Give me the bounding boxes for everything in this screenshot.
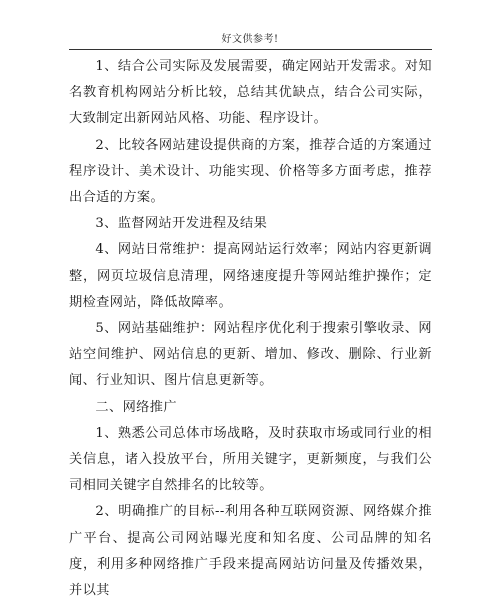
paragraph-promotion-goal: 2、明确推广的目标--利用各种互联网资源、网络媒介推广平台、提高公司网站曝光度和知名度、公司品牌的知名度，利用多种网络推广手段来提高网站访问量及传播效果，并以其: [69, 504, 432, 599]
document-body: [69, 54, 432, 604]
header-divider: [69, 49, 432, 50]
section-heading-network-promotion: 二、网络推广: [95, 399, 177, 415]
page-header: 好文供参考!: [221, 34, 279, 45]
paragraph-vendor-comparison: 2、比较各网站建设提供商的方案，推荐合适的方案通过程序设计、美术设计、功能实现、价格等多方面考虑，推荐出合适的方案。: [69, 137, 432, 206]
paragraph-daily-maintenance: 4、网站日常维护：提高网站运行效率；网站内容更新调整，网页垃圾信息清理，网络速度提升等网站维护操作；定期检查网站，降低故障率。: [69, 242, 432, 310]
paragraph-supervise-development: 3、监督网站开发进程及结果: [95, 216, 268, 232]
paragraph-market-strategy: 1、熟悉公司总体市场战略，及时获取市场或同行业的相关信息，诸入投放平台，所用关键字，更新频度，与我们公司相同关键字自然排名的比较等。: [69, 425, 432, 494]
paragraph-requirements: 1、结合公司实际及发展需要，确定网站开发需求。对知名教育机构网站分析比较，总结其优缺点，结合公司实际，大致制定出新网站风格、功能、程序设计。: [69, 59, 432, 127]
paragraph-basic-maintenance: 5、网站基础维护：网站程序优化利于搜索引擎收录、网站空间维护、网站信息的更新、增加、修改、删除、行业新闻、行业知识、图片信息更新等。: [69, 321, 432, 389]
